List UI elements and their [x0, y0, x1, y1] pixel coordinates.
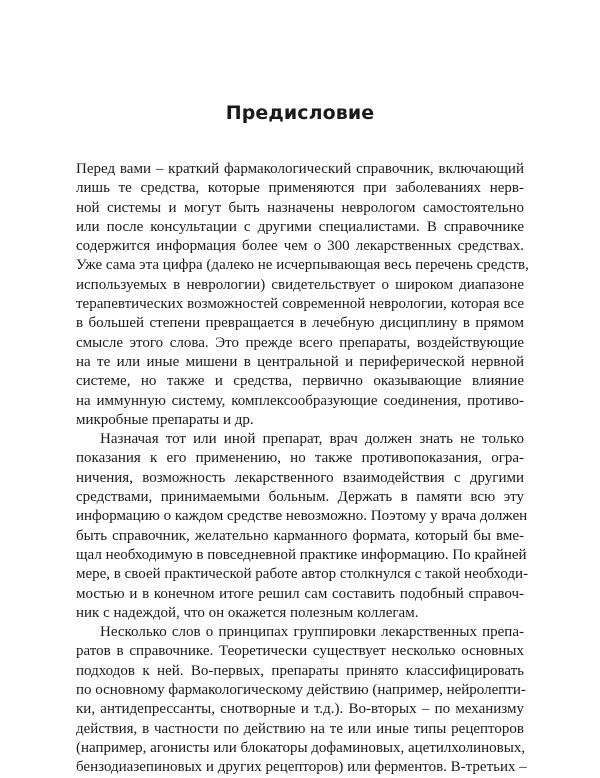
paragraph-2-line: мостью и в конечном итоге решил сам составить подобный справоч-	[76, 585, 524, 602]
paragraph-3-line: ратов в справочнике. Теоретически существует несколько основных	[76, 643, 524, 660]
paragraph-2-line: средствами, принимаемыми больным. Держать в памяти всю эту	[76, 489, 524, 506]
page-title: Предисловие	[225, 102, 375, 124]
paragraph-1-line: Уже сама эта цифра (далеко не исчерпывающая весь перечень средств,	[76, 257, 529, 274]
paragraph-1-line: ной системы и могут быть назначены неврологом самостоятельно	[76, 199, 524, 216]
body-text	[76, 160, 529, 778]
paragraph-3-line: подходов к ней. Во-первых, препараты принято классифицировать	[76, 662, 524, 679]
paragraph-1-line: микробные препараты и др.	[76, 411, 254, 428]
paragraph-1-line: или после консультации с другими специалистами. В справочнике	[76, 218, 524, 235]
paragraph-1-line: на иммунную систему, комплексообразующие соединения, противо-	[76, 392, 524, 409]
paragraph-3-line: по основному фармакологическому действию (например, нейролепти-	[76, 682, 526, 699]
paragraph-3-line: бензодиазепиновых и других рецепторов) или ферментов. В-третьих –	[76, 759, 527, 776]
paragraph-1-line: смысле этого слова. Это прежде всего препараты, воздействующие	[76, 334, 524, 351]
paragraph-2-line: мере, в своей практической работе автор столкнулся с такой необходи-	[76, 566, 529, 583]
paragraph-1-line: используемых в неврологии) свидетельствует о широком диапазоне	[76, 276, 524, 293]
paragraph-1-line: Перед вами – краткий фармакологический справочник, включающий	[76, 161, 524, 177]
paragraph-2-line: Назначая тот или иной препарат, врач должен знать не только	[100, 431, 524, 448]
paragraph-1-line: на те или иные мишени в центральной и периферической нервной	[76, 353, 524, 370]
paragraph-1-line: лишь те средства, которые применяются при заболеваниях нерв-	[76, 180, 524, 197]
paragraph-2-line: щал необходимую в повседневной практике информацию. По крайней	[76, 546, 527, 563]
paragraph-1-line: системе, но также и средства, первично оказывающие влияние	[76, 373, 524, 390]
paragraph-3-line: Несколько слов о принципах группировки лекарственных препа-	[100, 624, 524, 641]
paragraph-2-line: информацию о каждом средстве невозможно. Поэтому у врача должен	[76, 508, 528, 525]
paragraph-3-line: ки, антидепрессанты, снотворные и т.д.). Во-вторых – по механизму	[76, 701, 524, 718]
paragraph-2-line: показания к его применению, но также противопоказания, огра-	[76, 450, 524, 467]
paragraph-3-line: действия, в частности по действию на те или иные типы рецепторов	[76, 720, 524, 737]
paragraph-3-line: (например, агонисты или блокаторы дофаминовых, ацетилхолиновых,	[76, 739, 526, 756]
paragraph-1-line: терапевтических возможностей современной неврологии, которая все	[76, 296, 524, 313]
paragraph-2-line: быть справочник, желательно карманного формата, который бы вме-	[76, 527, 524, 544]
paragraph-1-line: содержится информация более чем о 300 лекарственных средствах.	[76, 238, 524, 255]
paragraph-1-line: в большей степени превращается в лечебную дисциплину в прямом	[76, 315, 524, 332]
paragraph-2-line: ник с надеждой, что он окажется полезным коллегам.	[76, 604, 419, 621]
paragraph-2-line: ничения, возможность лекарственного взаимодействия с другими	[76, 469, 524, 486]
